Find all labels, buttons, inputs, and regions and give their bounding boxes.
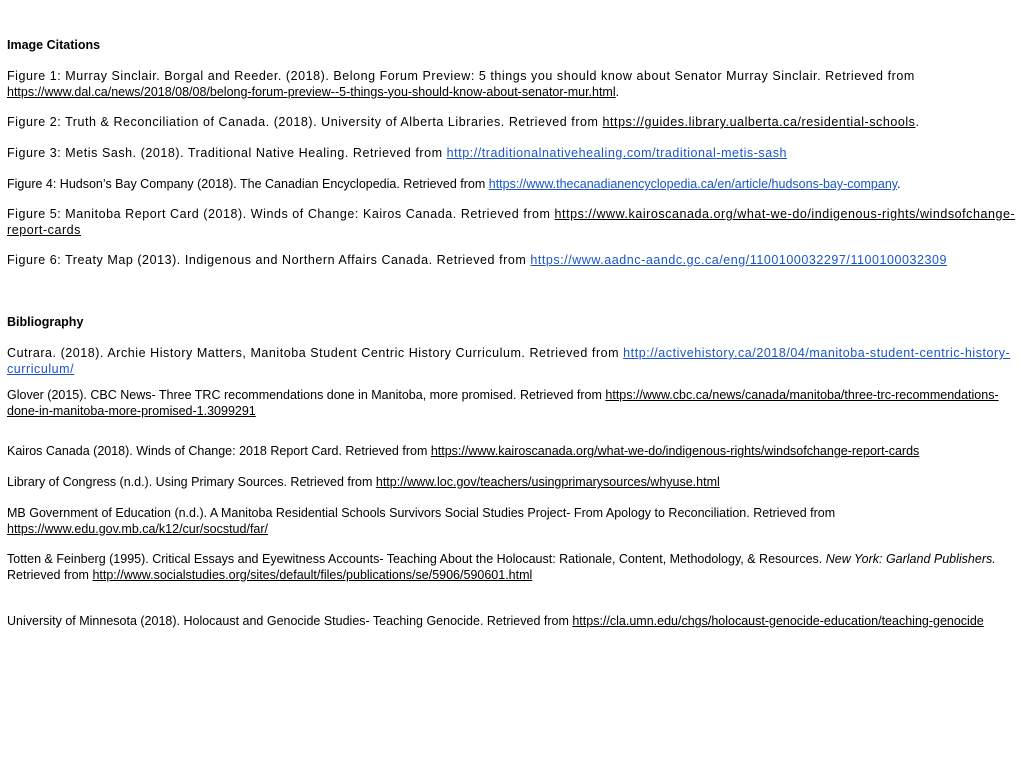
citation-text: Figure 3: Metis Sash. (2018). Traditional Native Healing. Retrieved from <box>7 146 447 160</box>
bibliography-entry-totten <box>7 552 1017 583</box>
citation-figure-6 <box>7 253 1017 269</box>
citation-tail: . <box>915 115 920 129</box>
entry-link[interactable]: https://www.cbc.ca/news/canada/manitoba/three-trc-recommendations-done-in-manitoba-more-promised-1.3099291 <box>7 388 999 418</box>
citation-text: Figure 5: Manitoba Report Card (2018). Winds of Change: Kairos Canada. Retrieved from <box>7 207 555 221</box>
entry-text: Glover (2015). CBC News- Three TRC recommendations done in Manitoba, more promised. Retrieved from <box>7 388 606 402</box>
entry-text: Totten & Feinberg (1995). Critical Essays and Eyewitness Accounts- Teaching About the Holocaust: Rationale, Content, Methodology, & Resources. <box>7 552 826 566</box>
citation-tail: . <box>615 84 620 99</box>
citation-figure-4 <box>7 177 1017 193</box>
entry-text-2: Retrieved from <box>7 567 93 582</box>
entry-link[interactable]: http://activehistory.ca/2018/04/manitoba-student-centric-history-curriculum/ <box>7 346 1011 376</box>
entry-link[interactable]: http://www.loc.gov/teachers/usingprimarysources/whyuse.html <box>375 475 720 489</box>
citation-tail: . <box>897 177 901 191</box>
bibliography-entry-mbgov <box>7 506 1017 537</box>
citation-link[interactable]: https://www.kairoscanada.org/what-we-do/indigenous-rights/windsofchange-report-cards <box>7 207 1016 237</box>
entry-link[interactable]: http://www.socialstudies.org/sites/default/files/publications/se/5906/590601.html <box>92 567 533 582</box>
entry-text: Library of Congress (n.d.). Using Primary Sources. Retrieved from <box>7 475 376 489</box>
entry-link[interactable]: https://www.edu.gov.mb.ca/k12/cur/socstud/far/ <box>7 521 268 536</box>
bibliography-entry-kairos <box>7 444 1017 460</box>
bibliography-entry-glover <box>7 388 1017 419</box>
citation-link[interactable]: https://www.dal.ca/news/2018/08/08/belong-forum-preview--5-things-you-should-know-about-senator-mur.html <box>7 84 616 99</box>
citation-link[interactable]: https://www.aadnc-aandc.gc.ca/eng/1100100032297/1100100032309 <box>530 253 948 267</box>
entry-text: Kairos Canada (2018). Winds of Change: 2018 Report Card. Retrieved from <box>7 444 431 458</box>
bibliography-entry-cutrara <box>7 346 1017 377</box>
citation-link[interactable]: http://traditionalnativehealing.com/traditional-metis-sash <box>446 146 788 160</box>
citation-text: Figure 1: Murray Sinclair. Borgal and Reeder. (2018). Belong Forum Preview: 5 things you should know about Senator Murray Sinclair. Retrieved from <box>7 69 915 83</box>
entry-link[interactable]: https://cla.umn.edu/chgs/holocaust-genocide-education/teaching-genocide <box>572 614 984 628</box>
bibliography-entry-loc <box>7 475 1017 491</box>
citation-figure-3 <box>7 146 1017 162</box>
citation-link[interactable]: https://guides.library.ualberta.ca/residential-schools <box>602 115 916 129</box>
citation-figure-2 <box>7 115 1017 131</box>
entry-link[interactable]: https://www.kairoscanada.org/what-we-do/indigenous-rights/windsofchange-report-cards <box>430 444 920 458</box>
entry-text: MB Government of Education (n.d.). A Manitoba Residential Schools Survivors Social Studies Project- From Apology to Reconciliation. Retrieved from <box>7 506 836 520</box>
citation-figure-1 <box>7 69 1017 100</box>
bibliography-heading: Bibliography <box>7 315 84 329</box>
bibliography-entry-umn <box>7 614 1017 630</box>
entry-text: University of Minnesota (2018). Holocaust and Genocide Studies- Teaching Genocide. Retrieved from <box>7 614 573 628</box>
image-citations-heading: Image Citations <box>7 38 101 52</box>
entry-text: Cutrara. (2018). Archie History Matters, Manitoba Student Centric History Curriculum. Retrieved from <box>7 346 624 360</box>
entry-publisher: New York: Garland Publishers. <box>825 552 996 566</box>
citation-link[interactable]: https://www.thecanadianencyclopedia.ca/en/article/hudsons-bay-company <box>488 177 898 191</box>
citation-text: Figure 6: Treaty Map (2013). Indigenous and Northern Affairs Canada. Retrieved from <box>7 253 531 267</box>
citation-figure-5 <box>7 207 1017 238</box>
citation-text: Figure 2: Truth & Reconciliation of Canada. (2018). University of Alberta Libraries. Retrieved from <box>7 115 603 129</box>
citation-text: Figure 4: Hudson’s Bay Company (2018). The Canadian Encyclopedia. Retrieved from <box>7 177 489 191</box>
document-page <box>7 0 1019 768</box>
